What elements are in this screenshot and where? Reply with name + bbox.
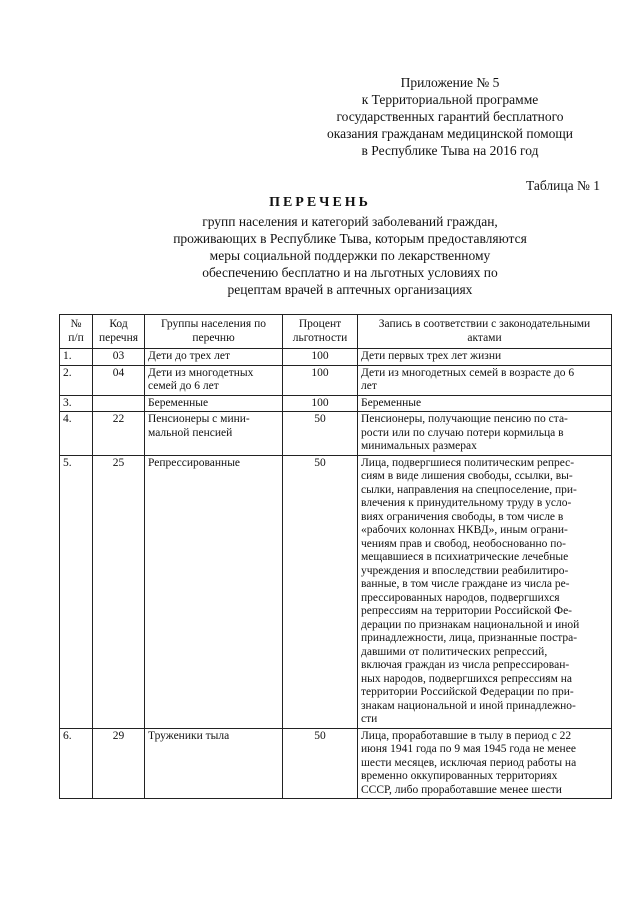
row-number: 6.	[60, 728, 93, 799]
row-percent: 100	[283, 395, 358, 412]
appendix-line: к Территориальной программе	[361, 92, 539, 107]
subtitle-line: проживающих в Республике Тыва, которым предоставляются	[173, 231, 527, 246]
table-body	[60, 349, 612, 799]
row-group: Репрессированные	[145, 455, 283, 728]
table-row	[60, 365, 612, 395]
row-group: Пенсионеры с мини- мальной пенсией	[145, 412, 283, 456]
row-percent: 100	[283, 349, 358, 366]
table-row	[60, 455, 612, 728]
row-record: Лица, подвергшиеся политическим репрес- сиям в виде лишения свободы, ссылки, вы- сылки, направления на спецпоселение, при- влечения к принудительному труду в усло- виях ограничения свободы, в том числе в «рабочих колоннах НКВД», иным ограни- чениям прав и свобод, необоснованно по- мещавшиеся в психиатрические лечебные учреждения и впоследствии реабилитиро- ванные, в том числе граждане из числа ре- прессированных народов, подвергшихся репрессиям на территории Российской Фе- дерации по признакам национальной и иной принадлежности, лица, признанные постра- давшими от политических репрессий, включая граждан из числа репрессирован- ных народов, подвергшихся репрессиям на территории Российской Федерации по при- знакам национальной и иной принадлежно- сти	[358, 455, 612, 728]
row-percent: 50	[283, 728, 358, 799]
table-row	[60, 412, 612, 456]
appendix-line: государственных гарантий бесплатного	[336, 109, 564, 124]
table-number: Таблица № 1	[526, 178, 600, 193]
benefits-table	[59, 314, 612, 799]
row-record: Лица, проработавшие в тылу в период с 22 июня 1941 года по 9 мая 1945 года не менее шести месяцев, исключая период работы на временно оккупированных территориях СССР, либо проработавшие менее шести	[358, 728, 612, 799]
appendix-header	[300, 74, 600, 159]
row-code: 04	[93, 365, 145, 395]
row-code: 25	[93, 455, 145, 728]
row-number: 4.	[60, 412, 93, 456]
row-record: Дети из многодетных семей в возрасте до 6 лет	[358, 365, 612, 395]
row-number: 5.	[60, 455, 93, 728]
column-header-record: Запись в соответствии с законодательными актами	[358, 315, 612, 349]
row-number: 3.	[60, 395, 93, 412]
row-number: 2.	[60, 365, 93, 395]
row-record: Беременные	[358, 395, 612, 412]
table-row	[60, 349, 612, 366]
row-percent: 100	[283, 365, 358, 395]
row-record: Дети первых трех лет жизни	[358, 349, 612, 366]
row-percent: 50	[283, 412, 358, 456]
table-row	[60, 395, 612, 412]
appendix-line: Приложение № 5	[400, 75, 500, 90]
row-code: 29	[93, 728, 145, 799]
appendix-line: в Республике Тыва на 2016 год	[361, 143, 539, 158]
column-header-code: Код перечня	[93, 315, 145, 349]
subtitle-line: рецептам врачей в аптечных организациях	[227, 282, 473, 297]
subtitle-line: групп населения и категорий заболеваний граждан,	[202, 214, 498, 229]
row-code: 22	[93, 412, 145, 456]
row-percent: 50	[283, 455, 358, 728]
row-group: Беременные	[145, 395, 283, 412]
row-code: 03	[93, 349, 145, 366]
column-header-group: Группы населения по перечню	[145, 315, 283, 349]
row-code	[93, 395, 145, 412]
row-record: Пенсионеры, получающие пенсию по ста- рости или по случаю потери кормильца в минимальных размерах	[358, 412, 612, 456]
document-title: ПЕРЕЧЕНЬ	[269, 195, 371, 210]
column-header-percent: Процент льготности	[283, 315, 358, 349]
subtitle-line: меры социальной поддержки по лекарственному	[209, 248, 491, 263]
table-row	[60, 728, 612, 799]
subtitle-line: обеспечению бесплатно и на льготных условиях по	[202, 265, 498, 280]
table-header-row	[60, 315, 612, 349]
column-header-number: № п/п	[60, 315, 93, 349]
row-group: Дети из многодетных семей до 6 лет	[145, 365, 283, 395]
row-group: Дети до трех лет	[145, 349, 283, 366]
row-number: 1.	[60, 349, 93, 366]
document-subtitle	[150, 213, 550, 298]
appendix-line: оказания гражданам медицинской помощи	[326, 126, 574, 141]
row-group: Труженики тыла	[145, 728, 283, 799]
